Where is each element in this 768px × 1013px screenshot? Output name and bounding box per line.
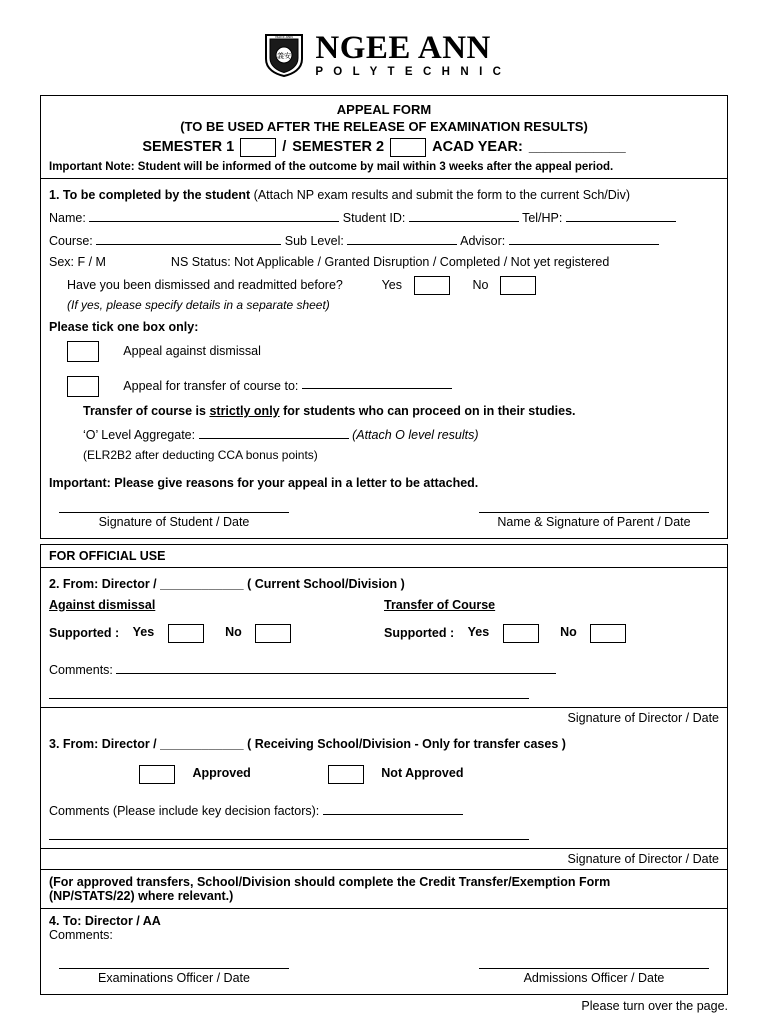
semester2-checkbox[interactable] <box>390 138 426 157</box>
section-2 <box>41 568 727 707</box>
sex-ns-row <box>49 255 719 269</box>
olevel-row <box>83 426 719 442</box>
section3-comments-label: Comments (Please include key decision factors): <box>49 803 320 818</box>
appeal-transfer-label: Appeal for transfer of course to: <box>123 378 299 393</box>
course-label: Course: <box>49 233 93 248</box>
semester1-label: SEMESTER 1 <box>142 139 235 156</box>
name-row <box>49 209 719 225</box>
name-label: Name: <box>49 210 86 225</box>
transfer-note-underline: strictly only <box>209 403 280 418</box>
exam-officer-block <box>59 968 289 985</box>
transfer-note-post: for students who can proceed on in their studies. <box>283 403 576 418</box>
supported-transfer-no-label: No <box>560 625 577 640</box>
option-dismissal-row <box>67 341 719 362</box>
section2-from-scope: ( Current School/Division ) <box>247 576 405 591</box>
supported-transfer-no-checkbox[interactable] <box>590 624 626 643</box>
supported-dismissal-no-label: No <box>225 625 242 640</box>
crest-icon <box>263 32 305 78</box>
credit-transfer-note <box>41 869 727 908</box>
option-transfer-row <box>67 376 719 397</box>
supported-dismissal-yes-checkbox[interactable] <box>168 624 204 643</box>
section1-heading <box>49 188 719 202</box>
parent-signature-caption: Name & Signature of Parent / Date <box>497 514 691 529</box>
parent-signature-line[interactable] <box>479 512 709 513</box>
section2-comments-input[interactable] <box>116 661 556 674</box>
student-signature-line[interactable] <box>59 512 289 513</box>
admissions-officer-block <box>479 968 709 985</box>
semester2-label: SEMESTER 2 <box>292 139 385 156</box>
not-approved-label: Not Approved <box>381 766 464 781</box>
readmit-row <box>67 276 719 295</box>
sub-level-input[interactable] <box>347 232 457 245</box>
section2-from-blank[interactable]: ____________ <box>160 576 244 591</box>
form-subtitle: (TO BE USED AFTER THE RELEASE OF EXAMINATION RESULTS) <box>180 119 588 135</box>
student-section-frame <box>40 95 728 539</box>
ns-status-label[interactable]: NS Status: Not Applicable / Granted Disruption / Completed / Not yet registered <box>170 254 610 269</box>
section3-comments-row <box>49 802 719 818</box>
acad-year-field[interactable]: ____________ <box>528 139 626 156</box>
section-4 <box>41 908 727 994</box>
svg-text:義安: 義安 <box>277 52 292 61</box>
section2-from-row <box>49 577 719 591</box>
section2-signature-caption: Signature of Director / Date <box>41 707 727 728</box>
section3-from-label: 3. From: Director / <box>49 736 157 751</box>
tel-label: Tel/HP: <box>522 210 563 225</box>
sub-level-label: Sub Level: <box>284 233 344 248</box>
readmit-question: Have you been dismissed and readmitted before? <box>67 277 343 292</box>
section1-heading-rest: (Attach NP exam results and submit the form to the current Sch/Div) <box>253 187 630 202</box>
exam-officer-signature-line[interactable] <box>59 968 289 969</box>
parent-signature-block <box>479 512 709 529</box>
section3-from-blank[interactable]: ____________ <box>160 736 244 751</box>
transfer-of-course-heading: Transfer of Course <box>384 597 496 612</box>
section2-comments-label: Comments: <box>49 662 113 677</box>
section4-comments-label: Comments: <box>49 927 113 942</box>
not-approved-checkbox[interactable] <box>328 765 364 784</box>
appeal-dismissal-label: Appeal against dismissal <box>123 343 261 358</box>
section4-to-label: 4. To: Director / AA <box>49 913 161 928</box>
against-dismissal-heading: Against dismissal <box>49 597 156 612</box>
acad-year-label: ACAD YEAR: <box>432 139 523 156</box>
supported-dismissal-label: Supported : <box>49 625 120 640</box>
student-signature-row <box>49 512 719 533</box>
section3-decision-row <box>49 765 719 784</box>
admissions-officer-caption: Admissions Officer / Date <box>523 970 665 985</box>
important-note: Important Note: Student will be informed of the outcome by mail within 3 weeks after the appeal period. <box>49 160 614 173</box>
section3-signature-caption: Signature of Director / Date <box>41 848 727 869</box>
transfer-course-input[interactable] <box>302 376 452 389</box>
advisor-input[interactable] <box>509 232 659 245</box>
credit-transfer-note-line1: (For approved transfers, School/Division should complete the Credit Transfer/Exemption Form <box>49 874 611 889</box>
student-signature-block <box>59 512 289 529</box>
section3-comments-input[interactable] <box>323 802 463 815</box>
transfer-note-pre: Transfer of course is <box>83 403 206 418</box>
course-input[interactable] <box>96 232 281 245</box>
section3-from-row <box>49 737 719 751</box>
section2-columns <box>49 598 719 612</box>
section2-comments-row <box>49 661 719 677</box>
readmit-no-checkbox[interactable] <box>500 276 536 295</box>
logo-title: NGEE ANN <box>315 30 491 66</box>
official-use-heading: FOR OFFICIAL USE <box>41 545 727 568</box>
appeal-dismissal-checkbox[interactable] <box>67 341 99 362</box>
admissions-officer-signature-line[interactable] <box>479 968 709 969</box>
exam-officer-caption: Examinations Officer / Date <box>98 970 250 985</box>
section3-from-scope: ( Receiving School/Division - Only for transfer cases ) <box>247 736 566 751</box>
advisor-label: Advisor: <box>460 233 506 248</box>
supported-transfer-yes-checkbox[interactable] <box>503 624 539 643</box>
student-signature-caption: Signature of Student / Date <box>98 514 250 529</box>
section1-heading-bold: 1. To be completed by the student <box>49 187 251 202</box>
supported-transfer-label: Supported : <box>384 625 455 640</box>
section4-signature-row <box>49 968 719 989</box>
form-title: APPEAL FORM <box>336 101 432 117</box>
supported-transfer-yes-label: Yes <box>467 625 490 640</box>
section2-comments-line2[interactable] <box>49 684 529 699</box>
logo-subtitle: P O L Y T E C H N I C <box>315 66 505 78</box>
transfer-note <box>83 404 719 418</box>
supported-dismissal <box>49 624 384 643</box>
form-header <box>41 96 727 178</box>
sex-label[interactable]: Sex: F / M <box>49 254 106 269</box>
section2-from-label: 2. From: Director / <box>49 576 157 591</box>
supported-dismissal-no-checkbox[interactable] <box>255 624 291 643</box>
olevel-attach-note: (Attach O level results) <box>352 427 479 442</box>
supported-dismissal-yes-label: Yes <box>132 625 155 640</box>
credit-transfer-note-line2: (NP/STATS/22) where relevant.) <box>49 888 234 903</box>
appeal-transfer-checkbox[interactable] <box>67 376 99 397</box>
section-3 <box>41 728 727 848</box>
approved-label: Approved <box>192 766 251 781</box>
section2-supported-row <box>49 624 719 643</box>
readmit-yes-checkbox[interactable] <box>414 276 450 295</box>
tick-instruction: Please tick one box only: <box>49 319 199 334</box>
semester-separator: / <box>282 139 287 156</box>
semester-selector <box>49 138 719 157</box>
svg-text:NGEE ANN: NGEE ANN <box>275 35 294 40</box>
tel-input[interactable] <box>566 209 676 222</box>
semester1-checkbox[interactable] <box>240 138 276 157</box>
olevel-label: ‘O’ Level Aggregate: <box>83 427 196 442</box>
section-1 <box>41 179 727 538</box>
student-id-label: Student ID: <box>342 210 406 225</box>
name-input[interactable] <box>89 209 339 222</box>
important-reasons: Important: Please give reasons for your appeal in a letter to be attached. <box>49 475 479 490</box>
section3-comments-line2[interactable] <box>49 825 529 840</box>
student-id-input[interactable] <box>409 209 519 222</box>
readmit-no-label: No <box>472 277 489 292</box>
elr2b2-note: (ELR2B2 after deducting CCA bonus points) <box>83 447 318 462</box>
readmit-note: (If yes, please specify details in a separate sheet) <box>67 297 330 312</box>
olevel-input[interactable] <box>199 426 349 439</box>
turn-over-note: Please turn over the page. <box>581 998 728 1013</box>
official-use-frame <box>40 544 728 995</box>
institution-logo <box>0 0 768 95</box>
supported-transfer <box>384 624 719 643</box>
readmit-yes-label: Yes <box>381 277 403 292</box>
approved-checkbox[interactable] <box>139 765 175 784</box>
course-row <box>49 232 719 248</box>
